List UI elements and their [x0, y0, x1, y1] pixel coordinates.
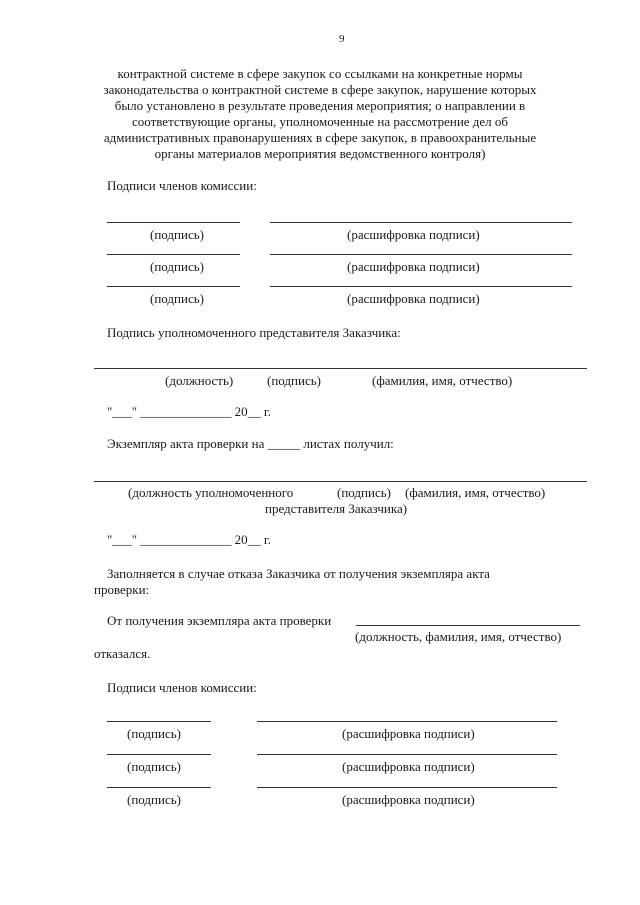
- rep-line: [94, 368, 587, 369]
- refusal-note-cont: проверки:: [94, 582, 150, 597]
- decode-line: [270, 286, 572, 287]
- decode-line: [270, 254, 572, 255]
- signature-label: (подпись): [127, 726, 181, 741]
- copy-received-text: Экземпляр акта проверки на _____ листах получил:: [107, 436, 394, 451]
- signature-label: (подпись): [150, 291, 204, 306]
- intro-line: было установлено в результате проведения мероприятия; о направлении в: [114, 98, 526, 113]
- intro-line: контрактной системе в сфере закупок со ссылками на конкретные нормы: [117, 66, 523, 81]
- signature-line: [107, 787, 211, 788]
- refusal-label: (должность, фамилия, имя, отчество): [355, 629, 562, 644]
- refused-text: отказался.: [94, 646, 151, 661]
- signatures-heading-2: Подписи членов комиссии:: [107, 680, 257, 695]
- decode-label: (расшифровка подписи): [342, 726, 475, 741]
- signature-line: [107, 222, 240, 223]
- copy-received-line: [94, 481, 587, 482]
- rep-fio-label: (фамилия, имя, отчество): [372, 373, 513, 388]
- intro-line: законодательства о контрактной системе в сфере закупок, нарушение которых: [103, 82, 537, 97]
- decode-line: [257, 787, 557, 788]
- rep-position-label: (должность): [165, 373, 234, 388]
- signature-line: [107, 754, 211, 755]
- decode-label: (расшифровка подписи): [347, 291, 480, 306]
- refusal-text: От получения экземпляра акта проверки: [107, 613, 332, 628]
- copy-signature-label: (подпись): [337, 485, 391, 500]
- signature-line: [107, 721, 211, 722]
- date-line: "___" ______________ 20__ г.: [107, 532, 271, 547]
- decode-line: [257, 754, 557, 755]
- intro-paragraph: [60, 66, 580, 162]
- decode-line: [257, 721, 557, 722]
- copy-position-label-2: представителя Заказчика): [265, 501, 408, 516]
- copy-position-label: (должность уполномоченного: [128, 485, 294, 500]
- decode-label: (расшифровка подписи): [342, 792, 475, 807]
- signature-line: [107, 254, 240, 255]
- page-number: 9: [339, 33, 345, 45]
- decode-line: [270, 222, 572, 223]
- intro-line: соответствующие органы, уполномоченные на рассмотрение дел об: [131, 114, 509, 129]
- copy-fio-label: (фамилия, имя, отчество): [405, 485, 546, 500]
- decode-label: (расшифровка подписи): [342, 759, 475, 774]
- intro-line: административных правонарушениях в сфере закупок, в правоохранительные: [103, 130, 537, 145]
- signature-label: (подпись): [127, 792, 181, 807]
- date-line: "___" ______________ 20__ г.: [107, 404, 271, 419]
- signature-line: [107, 286, 240, 287]
- signature-label: (подпись): [127, 759, 181, 774]
- intro-line: органы материалов мероприятия ведомственного контроля): [154, 146, 486, 161]
- refusal-line: [356, 625, 580, 626]
- signature-label: (подпись): [150, 259, 204, 274]
- rep-signature-label: (подпись): [267, 373, 321, 388]
- decode-label: (расшифровка подписи): [347, 259, 480, 274]
- signatures-heading: Подписи членов комиссии:: [107, 178, 257, 193]
- decode-label: (расшифровка подписи): [347, 227, 480, 242]
- signature-label: (подпись): [150, 227, 204, 242]
- refusal-note: Заполняется в случае отказа Заказчика от получения экземпляра акта: [107, 566, 490, 581]
- rep-heading: Подпись уполномоченного представителя Заказчика:: [107, 325, 401, 340]
